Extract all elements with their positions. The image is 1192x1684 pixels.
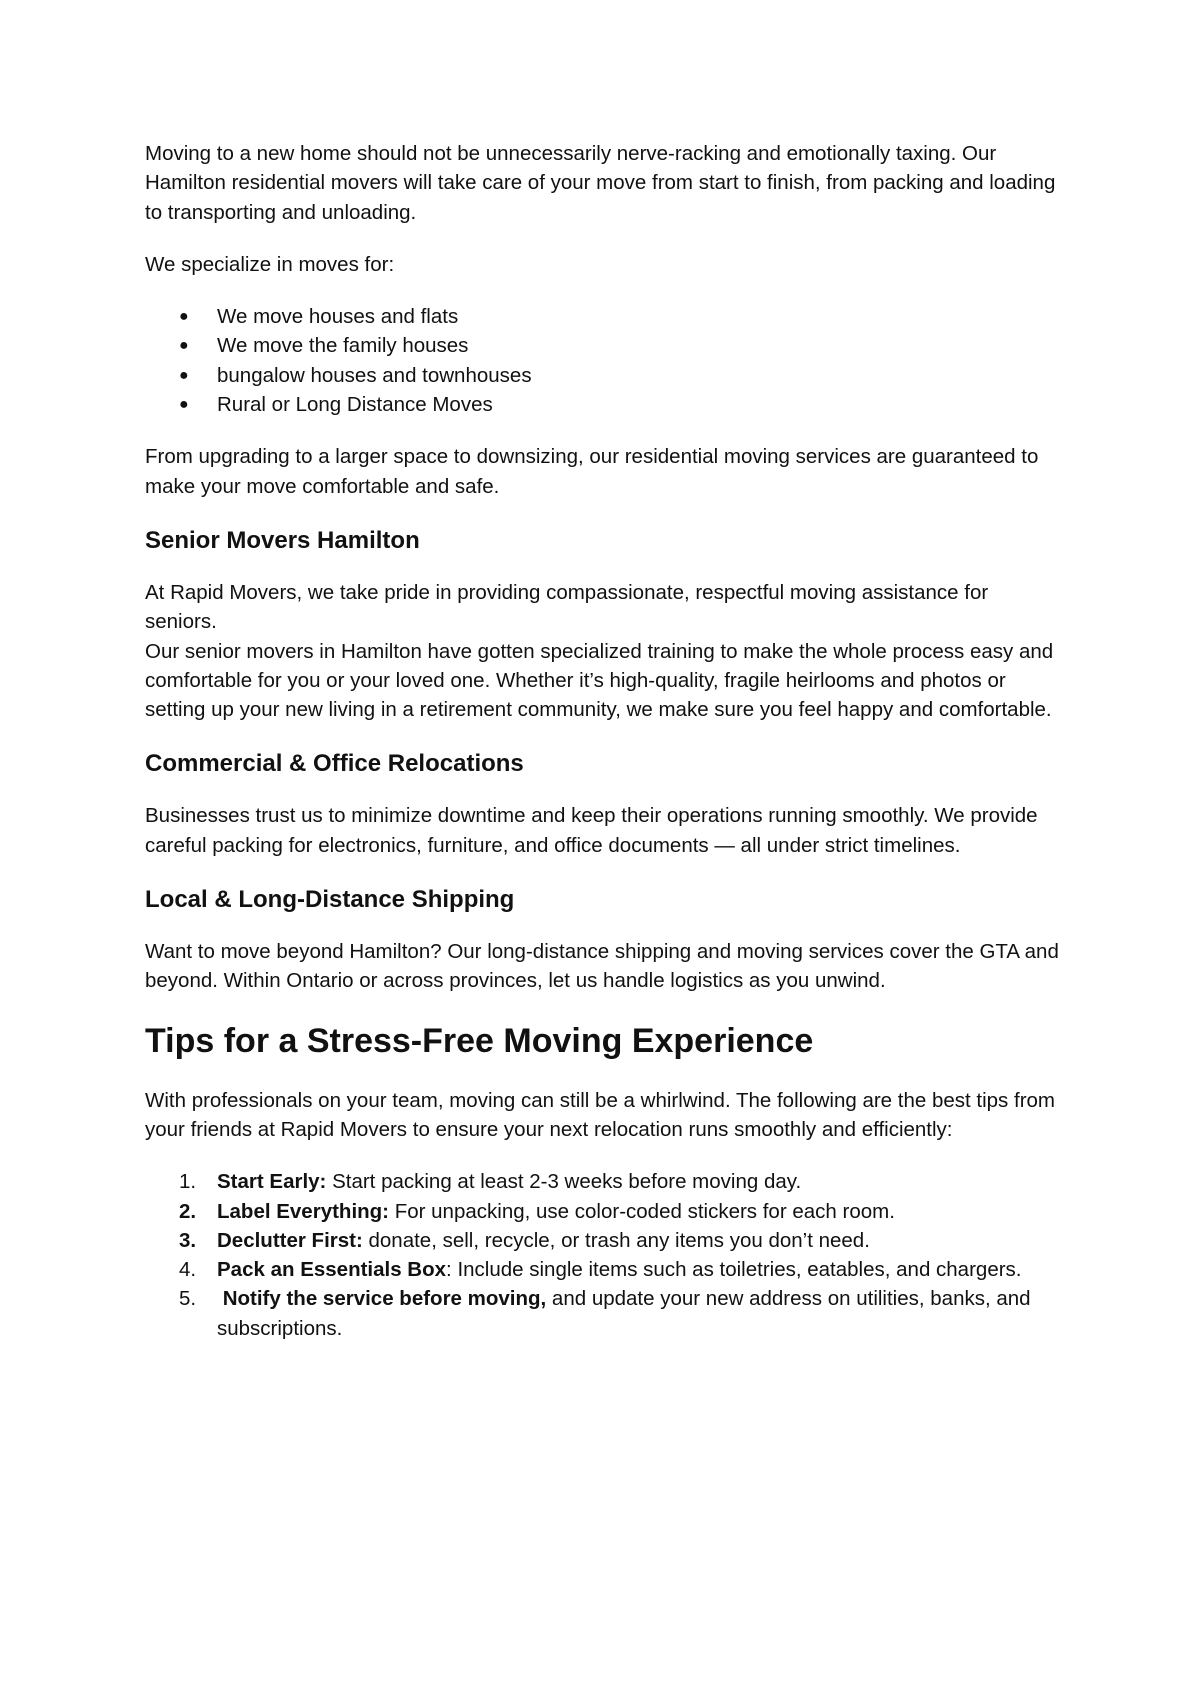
bullet-icon: ● xyxy=(179,337,189,355)
bullet-icon: ● xyxy=(179,396,189,414)
specialize-list xyxy=(145,302,1065,419)
list-item: ● Rural or Long Distance Moves xyxy=(145,390,1065,419)
list-item: 3. Declutter First: donate, sell, recycle, or trash any items you don’t need. xyxy=(179,1228,870,1252)
bullet-icon: ● xyxy=(179,366,189,384)
document-page xyxy=(145,139,1065,1343)
senior-paragraph-1: At Rapid Movers, we take pride in providing compassionate, respectful moving assistance for seniors. xyxy=(145,580,989,634)
shipping-paragraph: Want to move beyond Hamilton? Our long-distance shipping and moving services cover the GTA and beyond. Within Ontario or across provinces, let us handle logistics as you unwind. xyxy=(145,940,1059,993)
list-item: ● We move houses and flats xyxy=(145,302,1065,331)
tips-heading: Tips for a Stress-Free Moving Experience xyxy=(145,1021,814,1060)
senior-paragraph-2: Our senior movers in Hamilton have gotten specialized training to make the whole process easy and comfortable for you or your loved one. Whether it’s high-quality, fragile heirlooms and photos or setting up your new living in a retirement community, we make sure you feel happy and comfortable. xyxy=(145,639,1054,722)
list-item: 4. Pack an Essentials Box: Include single items such as toiletries, eatables, and chargers. xyxy=(179,1258,1022,1282)
list-item: 2. Label Everything: For unpacking, use color-coded stickers for each room. xyxy=(179,1199,895,1223)
list-item: 1. Start Early: Start packing at least 2-3 weeks before moving day. xyxy=(179,1170,802,1194)
tips-intro: With professionals on your team, moving can still be a whirlwind. The following are the best tips from your friends at Rapid Movers to ensure your next relocation runs smoothly and efficiently: xyxy=(145,1088,1056,1141)
tips-list xyxy=(145,1167,1065,1343)
intro-paragraph: Moving to a new home should not be unnecessarily nerve-racking and emotionally taxing. Our Hamilton residential movers will take care of your move from start to finish, from packing and loading to transporting and unloading. xyxy=(145,142,1056,224)
intro-closing: From upgrading to a larger space to downsizing, our residential moving services are guaranteed to make your move comfortable and safe. xyxy=(145,445,1039,498)
shipping-heading: Local & Long-Distance Shipping xyxy=(145,886,515,914)
bullet-icon: ● xyxy=(179,308,189,326)
commercial-heading: Commercial & Office Relocations xyxy=(145,750,524,778)
list-item: 5. Notify the service before moving, and update your new address on utilities, banks, and subscriptions. xyxy=(179,1287,1031,1340)
list-item: ● We move the family houses xyxy=(145,331,1065,360)
specialize-lead: We specialize in moves for: xyxy=(145,252,395,276)
list-item: ● bungalow houses and townhouses xyxy=(145,361,1065,390)
commercial-paragraph: Businesses trust us to minimize downtime and keep their operations running smoothly. We provide careful packing for electronics, furniture, and office documents — all under strict timelines. xyxy=(145,804,1038,857)
senior-heading: Senior Movers Hamilton xyxy=(145,526,420,554)
